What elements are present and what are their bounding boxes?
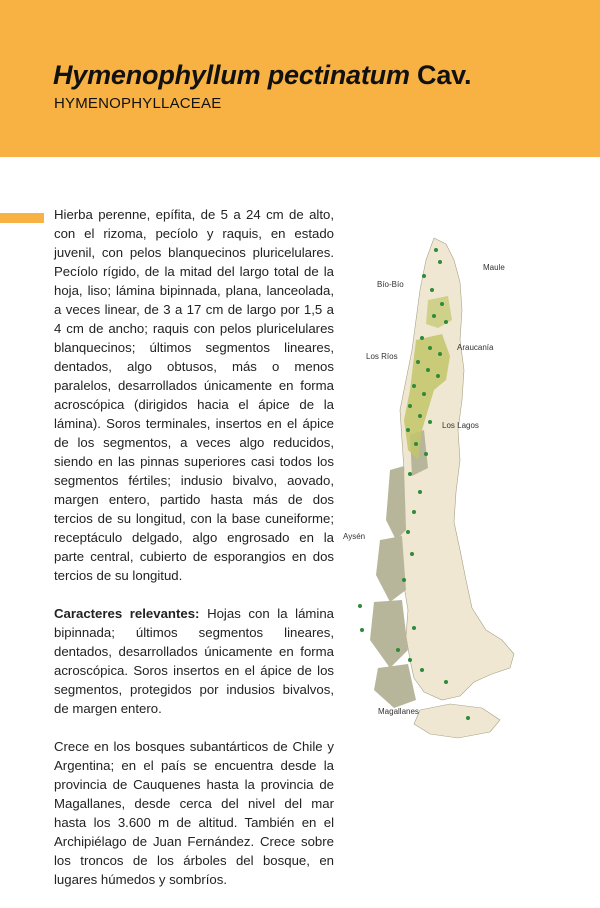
relevant-characters-text: Hojas con la lámina bipinnada; últimos segmentos lineares, dentados, desarrollados únicamente en forma acroscópica. Soros insertos en el ápice de los segmentos, protegidos por indusios bivalvos, de margen entero. (54, 606, 334, 716)
occurrence-dot (406, 428, 410, 432)
occurrence-dot (434, 248, 438, 252)
habitat-paragraph: Crece en los bosques subantárticos de Chile y Argentina; en el país se encuentra desde la provincia de Cauquenes hasta la provincia de Magallanes, desde cerca del nivel del mar hasta los 3.600 m de altitud. También en el Archipiélago de Juan Fernández. Crece sobre los troncos de los árboles del bosque, en lugares húmedos y sombríos. (54, 739, 334, 887)
region-label-maule: Maule (483, 263, 505, 272)
occurrence-dot (414, 442, 418, 446)
occurrence-dot (408, 472, 412, 476)
occurrence-dot (420, 336, 424, 340)
occurrence-dot (410, 552, 414, 556)
occurrence-dot (396, 648, 400, 652)
occurrence-dot (406, 530, 410, 534)
region-label-magallanes: Magallanes (378, 707, 419, 716)
occurrence-dot (420, 668, 424, 672)
page-title (53, 60, 471, 91)
author-abbrev: Cav. (409, 60, 472, 90)
occurrence-dot (428, 420, 432, 424)
description-paragraph: Hierba perenne, epífita, de 5 a 24 cm de alto, con el rizoma, pecíolo y raquis, en estado juvenil, con pelos blanquecinos pluricelulares. Pecíolo rígido, de la mitad del largo total de la hoja, liso; lámina bipinnada, plana, lanceolada, a veces linear, de 3 a 17 cm de largo por 1,5 a 4 cm de ancho; raquis con pelos pluricelulares blanquecinos; últimos segmentos lineares, dentados, algo obtusos, más o menos paralelos, desarrollados únicamente en forma acroscópica (dirigidos hacia el ápice de la lámina). Soros terminales, insertos en el ápice de los segmentos, a veces algo reducidos, siendo en las pinnas superiores casi todos los segmentos fértiles; indusio bivalvo, aovado, margen entero, partido hasta más de dos tercios de su longitud, con la base cuneiforme; receptáculo delgado, algo engrosado en la parte central, cubierto de esporangios en dos tercios de su longitud. (54, 207, 334, 583)
occurrence-dot (440, 302, 444, 306)
species-name: Hymenophyllum pectinatum (53, 60, 410, 90)
occurrence-dot (466, 716, 470, 720)
occurrence-dot (438, 260, 442, 264)
occurrence-dot (416, 360, 420, 364)
occurrence-dot (412, 626, 416, 630)
region-label-los-lagos: Los Lagos (442, 421, 479, 430)
map-graphic (350, 230, 520, 750)
accent-bar (0, 213, 44, 223)
occurrence-dot (402, 578, 406, 582)
occurrence-dot (360, 628, 364, 632)
relevant-characters-label: Caracteres relevantes: (54, 606, 200, 621)
body-text (54, 205, 334, 908)
occurrence-dot (430, 288, 434, 292)
occurrence-dot (422, 274, 426, 278)
occurrence-dot (432, 314, 436, 318)
occurrence-dot (418, 414, 422, 418)
occurrence-dot (408, 404, 412, 408)
occurrence-dot (436, 374, 440, 378)
occurrence-dot (444, 680, 448, 684)
family-name: HYMENOPHYLLACEAE (54, 95, 222, 112)
relevant-characters-paragraph (54, 604, 334, 718)
occurrence-dot (424, 452, 428, 456)
occurrence-dot (428, 346, 432, 350)
region-label-araucania: Araucanía (457, 343, 494, 352)
occurrence-dot (412, 384, 416, 388)
region-label-biobio: Bío-Bío (377, 280, 404, 289)
occurrence-dot (438, 352, 442, 356)
occurrence-dot (418, 490, 422, 494)
occurrence-dot (408, 658, 412, 662)
tierra-del-fuego (414, 704, 500, 738)
occurrence-dot (412, 510, 416, 514)
occurrence-dot (426, 368, 430, 372)
region-label-los-rios: Los Ríos (366, 352, 398, 361)
occurrence-dot (422, 392, 426, 396)
occurrence-dot (358, 604, 362, 608)
occurrence-dot (444, 320, 448, 324)
region-label-aysen: Aysén (343, 532, 366, 541)
distribution-map (343, 230, 520, 750)
